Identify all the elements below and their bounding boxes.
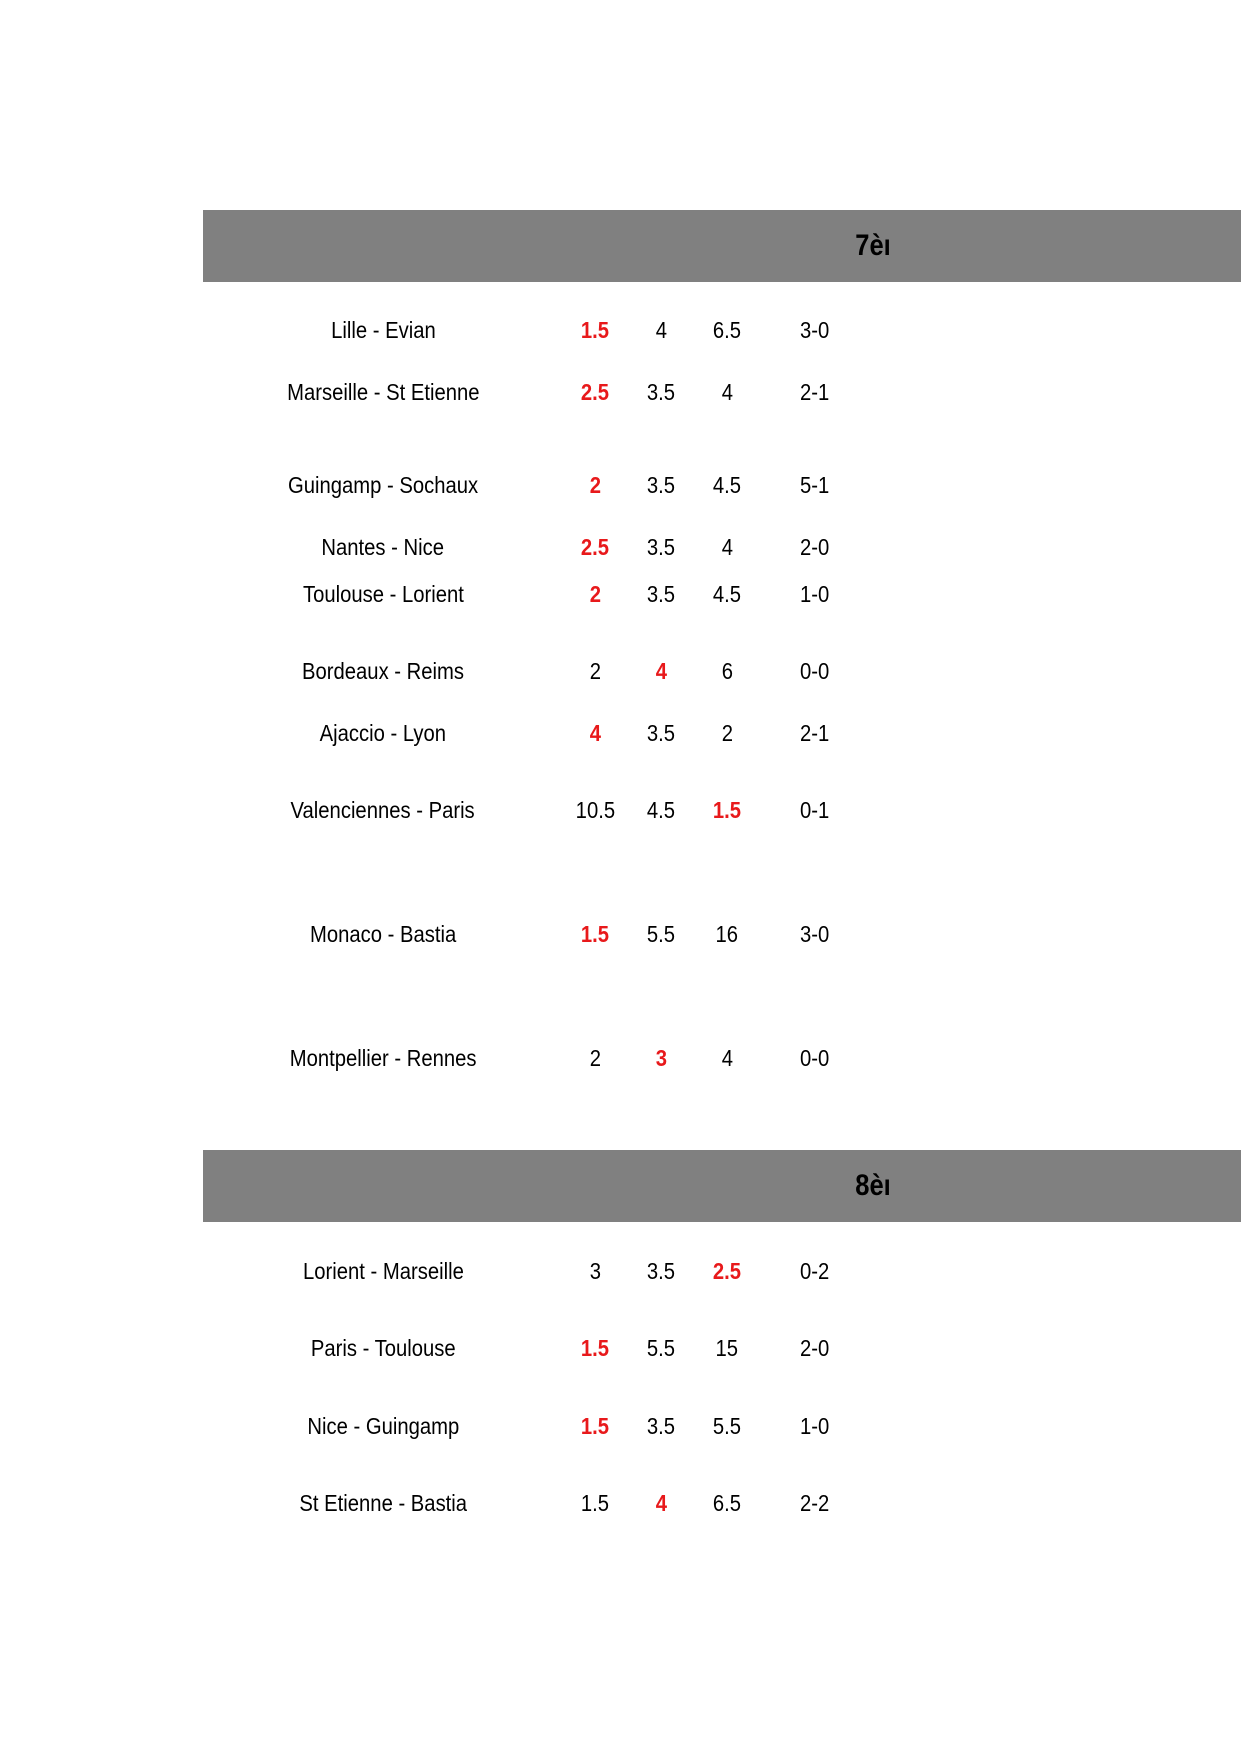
match-teams — [230, 792, 536, 828]
match-score-value: 2-1 — [800, 720, 830, 746]
odd-home-value: 2 — [589, 1045, 601, 1071]
odd-home-value: 2 — [589, 472, 601, 498]
round-title: 7èı — [855, 229, 891, 262]
odd-draw — [626, 1040, 696, 1076]
odd-draw-value: 4 — [655, 658, 667, 684]
odd-home — [560, 1040, 630, 1076]
match-score-value: 2-2 — [800, 1490, 830, 1516]
match-score-value: 3-0 — [800, 317, 830, 343]
odd-home — [560, 916, 630, 952]
round-header — [203, 1150, 1241, 1222]
odd-draw-value: 3 — [655, 1045, 667, 1071]
odd-away — [692, 1408, 762, 1444]
match-score — [780, 1253, 850, 1289]
odd-draw-value: 3.5 — [646, 379, 676, 405]
match-teams-text: Bordeaux - Reims — [301, 658, 464, 684]
match-teams — [230, 715, 536, 751]
odd-draw-value: 4.5 — [646, 797, 676, 823]
match-score — [780, 529, 850, 565]
match-teams-text: St Etienne - Bastia — [299, 1490, 467, 1516]
match-score-value: 1-0 — [800, 581, 830, 607]
match-row — [0, 1040, 1241, 1076]
match-teams-text: Ajaccio - Lyon — [319, 720, 447, 746]
match-score — [780, 715, 850, 751]
odd-away-value: 6.5 — [712, 317, 742, 343]
odd-home-value: 1.5 — [580, 317, 610, 343]
odd-draw — [626, 529, 696, 565]
match-teams — [230, 916, 536, 952]
odd-draw — [626, 653, 696, 689]
odd-home-value: 3 — [589, 1258, 601, 1284]
match-teams — [230, 1040, 536, 1076]
match-score — [780, 312, 850, 348]
odd-away-value: 6.5 — [712, 1490, 742, 1516]
match-teams-text: Marseille - St Etienne — [286, 379, 480, 405]
match-teams-text: Paris - Toulouse — [310, 1335, 456, 1361]
odd-draw — [626, 312, 696, 348]
odd-home-value: 2.5 — [580, 534, 610, 560]
match-score-value: 2-0 — [800, 534, 830, 560]
match-row — [0, 916, 1241, 952]
match-row — [0, 312, 1241, 348]
match-teams-text: Nice - Guingamp — [307, 1413, 459, 1439]
odd-home — [560, 653, 630, 689]
match-row — [0, 715, 1241, 751]
odd-draw — [626, 576, 696, 612]
odd-home — [560, 715, 630, 751]
match-teams — [230, 467, 536, 503]
odd-home — [560, 792, 630, 828]
odd-home — [560, 1485, 630, 1521]
match-score-value: 5-1 — [800, 472, 830, 498]
match-row — [0, 576, 1241, 612]
odd-away — [692, 792, 762, 828]
odd-home-value: 1.5 — [580, 1413, 610, 1439]
odd-draw — [626, 916, 696, 952]
match-row — [0, 1408, 1241, 1444]
odd-draw — [626, 1408, 696, 1444]
round-header — [203, 210, 1241, 282]
match-row — [0, 374, 1241, 410]
match-row — [0, 1330, 1241, 1366]
match-score-value: 2-1 — [800, 379, 830, 405]
odd-draw-value: 3.5 — [646, 534, 676, 560]
odd-draw — [626, 467, 696, 503]
odd-away — [692, 576, 762, 612]
match-score-value: 3-0 — [800, 921, 830, 947]
odd-away — [692, 529, 762, 565]
match-score — [780, 1330, 850, 1366]
match-teams — [230, 374, 536, 410]
odd-draw-value: 4 — [655, 317, 667, 343]
match-teams — [230, 653, 536, 689]
odd-away-value: 4.5 — [712, 581, 742, 607]
odd-draw — [626, 1253, 696, 1289]
odd-away — [692, 374, 762, 410]
match-teams — [230, 1330, 536, 1366]
odd-home-value: 1.5 — [580, 1490, 610, 1516]
odd-home-value: 2.5 — [580, 379, 610, 405]
odd-away-value: 4.5 — [712, 472, 742, 498]
odd-home — [560, 529, 630, 565]
match-row — [0, 529, 1241, 565]
match-score — [780, 374, 850, 410]
match-score-value: 0-0 — [800, 1045, 830, 1071]
match-teams-text: Toulouse - Lorient — [302, 581, 464, 607]
odd-away-value: 6 — [721, 658, 733, 684]
match-score — [780, 1485, 850, 1521]
odd-away — [692, 916, 762, 952]
match-row — [0, 792, 1241, 828]
odd-home-value: 2 — [589, 658, 601, 684]
match-score — [780, 1408, 850, 1444]
match-score — [780, 792, 850, 828]
odd-home-value: 10.5 — [575, 797, 615, 823]
odd-away — [692, 1330, 762, 1366]
match-teams — [230, 1253, 536, 1289]
match-score — [780, 916, 850, 952]
odd-draw — [626, 374, 696, 410]
match-score — [780, 467, 850, 503]
odd-home — [560, 576, 630, 612]
odd-draw-value: 5.5 — [646, 921, 676, 947]
odd-away-value: 2.5 — [712, 1258, 742, 1284]
match-teams — [230, 576, 536, 612]
match-score-value: 2-0 — [800, 1335, 830, 1361]
odd-away-value: 2 — [721, 720, 733, 746]
match-row — [0, 653, 1241, 689]
odd-home — [560, 467, 630, 503]
match-teams — [230, 1485, 536, 1521]
odd-away-value: 4 — [721, 534, 733, 560]
odd-away-value: 4 — [721, 379, 733, 405]
odd-home-value: 2 — [589, 581, 601, 607]
odd-away — [692, 653, 762, 689]
odd-away-value: 15 — [715, 1335, 739, 1361]
odd-draw-value: 3.5 — [646, 720, 676, 746]
odd-home — [560, 1408, 630, 1444]
match-score — [780, 576, 850, 612]
match-score — [780, 1040, 850, 1076]
odd-away — [692, 1040, 762, 1076]
odd-draw-value: 5.5 — [646, 1335, 676, 1361]
odd-away — [692, 715, 762, 751]
match-score-value: 0-1 — [800, 797, 830, 823]
match-teams — [230, 312, 536, 348]
odd-away-value: 1.5 — [712, 797, 742, 823]
match-teams-text: Montpellier - Rennes — [289, 1045, 477, 1071]
odd-away — [692, 1253, 762, 1289]
match-teams — [230, 529, 536, 565]
odd-away — [692, 1485, 762, 1521]
match-score-value: 0-0 — [800, 658, 830, 684]
match-teams-text: Lorient - Marseille — [302, 1258, 464, 1284]
odd-home-value: 4 — [589, 720, 601, 746]
odd-away — [692, 467, 762, 503]
odd-away-value: 5.5 — [712, 1413, 742, 1439]
odd-draw-value: 3.5 — [646, 1413, 676, 1439]
match-teams-text: Lille - Evian — [330, 317, 436, 343]
match-teams-text: Monaco - Bastia — [309, 921, 457, 947]
odd-away-value: 16 — [715, 921, 739, 947]
odd-home — [560, 312, 630, 348]
match-row — [0, 467, 1241, 503]
match-teams-text: Valenciennes - Paris — [290, 797, 476, 823]
odd-home — [560, 374, 630, 410]
match-score — [780, 653, 850, 689]
odd-home — [560, 1253, 630, 1289]
odd-away-value: 4 — [721, 1045, 733, 1071]
odd-draw — [626, 1330, 696, 1366]
odd-draw-value: 3.5 — [646, 1258, 676, 1284]
match-teams — [230, 1408, 536, 1444]
odd-away — [692, 312, 762, 348]
match-score-value: 1-0 — [800, 1413, 830, 1439]
match-teams-text: Nantes - Nice — [321, 534, 445, 560]
odd-draw — [626, 792, 696, 828]
match-teams-text: Guingamp - Sochaux — [287, 472, 479, 498]
round-title: 8èı — [855, 1169, 891, 1202]
odd-draw-value: 3.5 — [646, 472, 676, 498]
match-score-value: 0-2 — [800, 1258, 830, 1284]
odd-draw — [626, 1485, 696, 1521]
odd-home-value: 1.5 — [580, 1335, 610, 1361]
odd-home-value: 1.5 — [580, 921, 610, 947]
odd-draw-value: 3.5 — [646, 581, 676, 607]
odd-home — [560, 1330, 630, 1366]
match-row — [0, 1253, 1241, 1289]
odd-draw-value: 4 — [655, 1490, 667, 1516]
match-row — [0, 1485, 1241, 1521]
odd-draw — [626, 715, 696, 751]
